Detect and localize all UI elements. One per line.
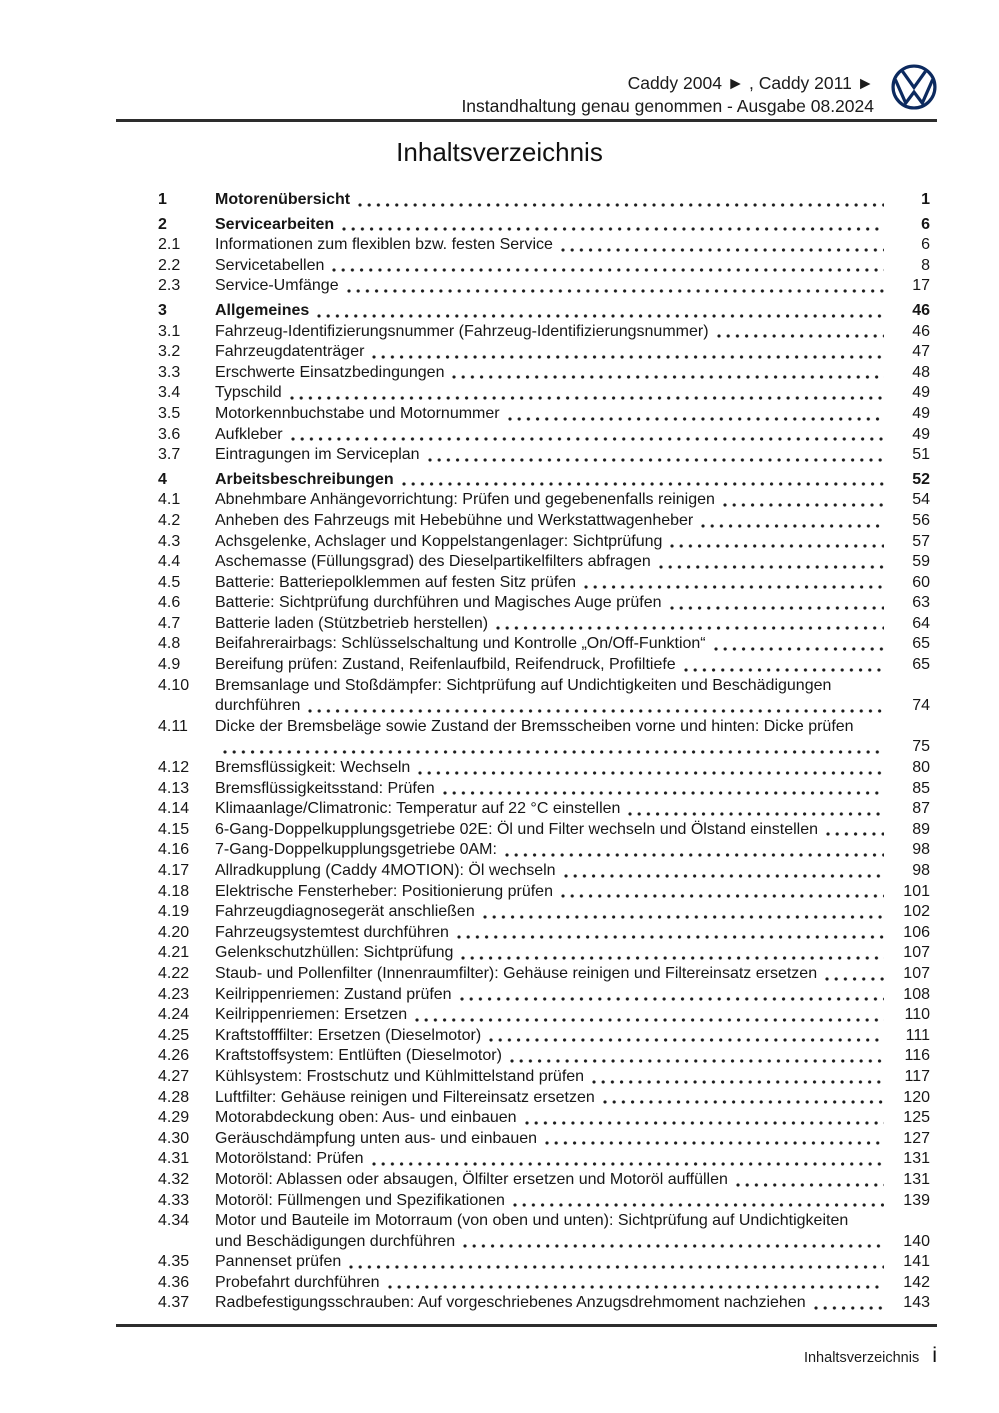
- toc-entry-number: 4.2: [158, 511, 181, 529]
- toc-entry-title: Batterie laden (Stützbetrieb herstellen): [215, 614, 489, 632]
- toc-row: [158, 383, 930, 404]
- toc-entry-title: Batterie: Batteriepolklemmen auf festen Sitz prüfen: [215, 573, 577, 591]
- dot-leader: [415, 1018, 884, 1022]
- toc-entry-number: 4.36: [158, 1273, 190, 1291]
- dot-leader: [826, 832, 884, 836]
- toc-row: [158, 256, 930, 277]
- dot-leader: [388, 1285, 884, 1289]
- toc-entry-number: 4.20: [158, 923, 190, 941]
- toc-row: [158, 902, 930, 923]
- toc-entry-page: 63: [912, 594, 930, 612]
- toc-entry-number: 4.16: [158, 841, 190, 859]
- dot-leader: [561, 248, 884, 252]
- toc-entry-title: Anheben des Fahrzeugs mit Hebebühne und Werkstattwagenheber: [215, 511, 694, 529]
- header-edition-line: Instandhaltung genau genommen - Ausgabe 08.2024: [461, 95, 874, 116]
- toc-row: [158, 655, 930, 676]
- toc-entry-number: 4.27: [158, 1067, 190, 1085]
- toc-entry-page: 8: [921, 256, 930, 274]
- toc-row: [158, 470, 930, 491]
- toc-row: [158, 301, 930, 322]
- toc-entry-number: 4.14: [158, 800, 190, 818]
- dot-leader: [317, 314, 884, 318]
- toc-entry-number: 4.15: [158, 820, 190, 838]
- toc-entry-page: 107: [903, 944, 930, 962]
- toc-entry-page: 85: [912, 779, 930, 797]
- toc-entry-number: 4.30: [158, 1129, 190, 1147]
- toc-entry-title: Motorkennbuchstabe und Motornummer: [215, 404, 500, 422]
- toc-entry-title: Bereifung prüfen: Zustand, Reifenlaufbild, Reifendruck, Profiltiefe: [215, 656, 676, 674]
- toc-entry-title: Bremsanlage und Stoßdämpfer: Sichtprüfung auf Undichtigkeiten und Beschädigungen: [215, 676, 832, 694]
- toc-entry-number: 3.5: [158, 404, 181, 422]
- toc-row: [158, 1129, 930, 1150]
- toc-entry-title: und Beschädigungen durchführen: [215, 1232, 456, 1250]
- toc-entry-page: 98: [912, 841, 930, 859]
- toc-entry-number: 4.37: [158, 1294, 190, 1312]
- toc-entry-number: 4.3: [158, 532, 181, 550]
- toc-row: [158, 363, 930, 384]
- toc-entry-page: 107: [903, 964, 930, 982]
- toc-row: [158, 799, 930, 820]
- toc-entry-number: 4.18: [158, 882, 190, 900]
- toc-entry-title: Aschemasse (Füllungsgrad) des Dieselpartikelfilters abfragen: [215, 553, 651, 571]
- toc-row: [158, 573, 930, 594]
- toc-entry-page: 89: [912, 820, 930, 838]
- toc-entry-title: Servicetabellen: [215, 256, 325, 274]
- toc-entry-number: 4.8: [158, 635, 181, 653]
- toc-row: [158, 696, 930, 717]
- dot-leader: [628, 812, 884, 816]
- toc-entry-title: Kraftstoffsystem: Entlüften (Dieselmotor): [215, 1047, 502, 1065]
- toc-entry-title: Motorabdeckung oben: Aus- und einbauen: [215, 1109, 517, 1127]
- toc-entry-page: 116: [904, 1047, 930, 1065]
- toc-entry-page: 87: [912, 800, 930, 818]
- toc-entry-title: Beifahrerairbags: Schlüsselschaltung und Kontrolle „On/Off-Funktion“: [215, 635, 706, 653]
- page-title: Inhaltsverzeichnis: [396, 137, 603, 167]
- toc-row: [158, 923, 930, 944]
- footer-rule: [116, 1324, 937, 1327]
- toc-row: [158, 1149, 930, 1170]
- toc-entry-number: 4.7: [158, 614, 181, 632]
- toc-entry-title: Radbefestigungsschrauben: Auf vorgeschriebenes Anzugsdrehmoment nachziehen: [215, 1294, 806, 1312]
- toc-entry-number: 2.1: [158, 236, 181, 254]
- toc-entry-title: Service-Umfänge: [215, 277, 339, 295]
- header-text-block: [461, 72, 874, 117]
- dot-leader: [460, 997, 884, 1001]
- toc-row: [158, 404, 930, 425]
- toc-entry-number: 4.35: [158, 1253, 190, 1271]
- toc-entry-number: 3.7: [158, 446, 181, 464]
- toc-entry-title: Informationen zum flexiblen bzw. festen Service: [215, 236, 553, 254]
- toc-entry-page: 52: [912, 470, 930, 488]
- toc-entry-number: 4.17: [158, 862, 190, 879]
- toc-entry-title: Motoröl: Füllmengen und Spezifikationen: [215, 1191, 505, 1209]
- toc-entry-title: Motorenübersicht: [215, 191, 351, 208]
- dot-leader: [347, 289, 884, 293]
- toc-entry-page: 142: [903, 1273, 930, 1291]
- toc-entry-number: 4.19: [158, 903, 190, 921]
- toc-entry-title: Motorölstand: Prüfen: [215, 1150, 364, 1168]
- dot-leader: [223, 750, 884, 754]
- toc-row: [158, 1252, 930, 1273]
- toc-entry-page: 141: [903, 1253, 930, 1271]
- toc-row: [158, 1026, 930, 1047]
- dot-leader: [659, 565, 884, 569]
- toc-entry-number: 4.11: [158, 717, 188, 735]
- toc-entry-page: 59: [912, 553, 930, 571]
- page-header: [116, 0, 937, 117]
- toc-entry-title: Erschwerte Einsatzbedingungen: [215, 363, 445, 381]
- toc-entry-page: 1: [921, 191, 930, 208]
- dot-leader: [418, 771, 884, 775]
- toc-entry-page: 48: [912, 363, 930, 381]
- toc-entry-page: 51: [912, 446, 930, 464]
- dot-leader: [342, 227, 884, 231]
- dot-leader: [670, 544, 884, 548]
- toc-entry-number: 2: [158, 215, 167, 233]
- toc-entry-title: Motor und Bauteile im Motorraum (von oben und unten): Sichtprüfung auf Undichtigkeiten: [215, 1212, 849, 1230]
- dot-leader: [670, 606, 884, 610]
- toc-row: [158, 425, 930, 446]
- toc-list: [158, 186, 930, 1314]
- dot-leader: [825, 977, 884, 981]
- toc-entry-number: 4.6: [158, 594, 181, 612]
- toc-entry-number: 4.13: [158, 779, 190, 797]
- toc-row: [158, 552, 930, 573]
- toc-entry-page: 6: [921, 236, 930, 254]
- toc-entry-page: 143: [903, 1294, 930, 1312]
- dot-leader: [564, 874, 884, 878]
- dot-leader: [452, 375, 884, 379]
- toc-entry-page: 125: [903, 1109, 930, 1127]
- toc-entry-title: Keilrippenriemen: Ersetzen: [215, 1006, 408, 1024]
- dot-leader: [463, 1244, 884, 1248]
- dot-leader: [461, 956, 884, 960]
- header-rule: [116, 119, 937, 122]
- toc-entry-title: Typschild: [215, 384, 282, 402]
- toc-entry-title: Allgemeines: [215, 301, 310, 319]
- toc-row: [158, 1170, 930, 1191]
- toc-entry-page: 131: [903, 1170, 930, 1188]
- toc-entry-page: 117: [904, 1067, 930, 1085]
- dot-leader: [349, 1265, 884, 1269]
- toc-entry-title: Fahrzeugdiagnosegerät anschließen: [215, 903, 475, 921]
- toc-entry-number: 3.3: [158, 363, 181, 381]
- toc-entry-number: 4.12: [158, 759, 190, 777]
- toc-entry-title: Fahrzeugsystemtest durchführen: [215, 923, 449, 941]
- toc-row: [158, 861, 930, 882]
- toc-entry-page: 111: [905, 1026, 930, 1044]
- toc-row: [158, 342, 930, 363]
- toc-row: [158, 737, 930, 758]
- dot-leader: [717, 334, 884, 338]
- toc-entry-title: Kühlsystem: Frostschutz und Kühlmittelstand prüfen: [215, 1067, 585, 1085]
- toc-entry-page: 110: [904, 1006, 930, 1024]
- toc-entry-page: 74: [912, 697, 930, 715]
- toc-entry-page: 98: [912, 862, 930, 879]
- toc-entry-page: 102: [903, 903, 930, 921]
- toc-entry-page: 49: [912, 404, 930, 422]
- dot-leader: [402, 482, 884, 486]
- toc-row: [158, 882, 930, 903]
- dot-leader: [372, 355, 884, 359]
- toc-entry-number: 4.10: [158, 676, 190, 694]
- toc-row: [158, 1067, 930, 1088]
- dot-leader: [508, 417, 884, 421]
- toc-entry-title: Bremsflüssigkeitsstand: Prüfen: [215, 779, 435, 797]
- toc-entry-number: 1: [158, 191, 167, 208]
- toc-row: [158, 1273, 930, 1294]
- toc-row: [158, 1232, 930, 1253]
- toc-entry-page: 54: [912, 491, 930, 509]
- toc-entry-number: 4.28: [158, 1088, 190, 1106]
- dot-leader: [584, 585, 884, 589]
- toc-entry-number: 4.25: [158, 1026, 190, 1044]
- toc-row: [158, 322, 930, 343]
- toc-entry-title: Batterie: Sichtprüfung durchführen und Magisches Auge prüfen: [215, 594, 662, 612]
- toc-entry-title: Keilrippenriemen: Zustand prüfen: [215, 985, 452, 1003]
- toc-entry-number: 4.24: [158, 1006, 190, 1024]
- dot-leader: [290, 396, 884, 400]
- toc-entry-page: 65: [912, 635, 930, 653]
- toc-entry-number: 2.2: [158, 256, 181, 274]
- toc-entry-title: Eintragungen im Serviceplan: [215, 446, 420, 464]
- dot-leader: [332, 268, 884, 272]
- toc-entry-page: 80: [912, 759, 930, 777]
- dot-leader: [489, 1038, 884, 1042]
- toc-entry-title: Klimaanlage/Climatronic: Temperatur auf 22 °C einstellen: [215, 800, 621, 818]
- toc-entry-page: 56: [912, 511, 930, 529]
- header-model-line: Caddy 2004 ► , Caddy 2011 ►: [627, 73, 874, 93]
- toc-entry-title: Elektrische Fensterheber: Positionierung prüfen: [215, 882, 553, 900]
- toc-entry-number: 3: [158, 301, 167, 319]
- toc-entry-title: Staub- und Pollenfilter (Innenraumfilter): Gehäuse reinigen und Filtereinsatz ersetzen: [215, 964, 818, 982]
- toc-entry-number: 3.4: [158, 384, 181, 402]
- toc-entry-title: Dicke der Bremsbeläge sowie Zustand der Bremsscheiben vorne und hinten: Dicke prüfen: [215, 717, 854, 735]
- toc-entry-page: 17: [912, 277, 930, 295]
- dot-leader: [496, 626, 884, 630]
- dot-leader: [505, 853, 884, 857]
- toc-entry-title: Allradkupplung (Caddy 4MOTION): Öl wechseln: [215, 862, 556, 879]
- toc-entry-title: Geräuschdämpfung unten aus- und einbauen: [215, 1129, 538, 1147]
- dot-leader: [457, 935, 884, 939]
- toc-entry-title: Bremsflüssigkeit: Wechseln: [215, 759, 411, 777]
- toc-entry-number: 4.32: [158, 1170, 190, 1188]
- toc-row: [158, 593, 930, 614]
- toc-entry-number: 2.3: [158, 277, 181, 295]
- toc-entry-title: Aufkleber: [215, 425, 283, 443]
- toc-entry-number: 4: [158, 470, 167, 488]
- toc-row: [158, 820, 930, 841]
- toc-row: [158, 1088, 930, 1109]
- toc-entry-page: 106: [903, 923, 930, 941]
- toc-entry-title: Probefahrt durchführen: [215, 1273, 380, 1291]
- toc-entry-page: 46: [912, 301, 930, 319]
- toc-entry-title: durchführen: [215, 697, 301, 715]
- toc-row: [158, 717, 930, 738]
- toc-entry-number: 4.5: [158, 573, 181, 591]
- toc-entry-number: 3.1: [158, 322, 181, 340]
- dot-leader: [545, 1141, 884, 1145]
- toc-entry-title: Arbeitsbeschreibungen: [215, 470, 394, 488]
- toc-row: [158, 779, 930, 800]
- vw-logo-icon: [891, 64, 937, 110]
- dot-leader: [525, 1121, 884, 1125]
- toc-entry-number: 4.4: [158, 553, 181, 571]
- toc-entry-number: 4.22: [158, 964, 190, 982]
- toc-entry-title: Servicearbeiten: [215, 215, 335, 233]
- toc-entry-page: 64: [912, 614, 930, 632]
- dot-leader: [308, 709, 884, 713]
- toc-entry-number: 4.34: [158, 1212, 190, 1230]
- toc-entry-page: 47: [912, 343, 930, 361]
- toc-row: [158, 1046, 930, 1067]
- dot-leader: [428, 458, 884, 462]
- toc-row: [158, 490, 930, 511]
- toc-row: [158, 1293, 930, 1314]
- toc-entry-number: 4.29: [158, 1109, 190, 1127]
- footer-section-label: Inhaltsverzeichnis: [803, 1350, 920, 1366]
- toc-entry-title: 6-Gang-Doppelkupplungsgetriebe 02E: Öl und Filter wechseln und Ölstand einstellen: [215, 820, 819, 838]
- dot-leader: [603, 1100, 884, 1104]
- toc-entry-page: 60: [912, 573, 930, 591]
- toc-entry-page: 57: [912, 532, 930, 550]
- dot-leader: [684, 668, 884, 672]
- toc-entry-number: 3.2: [158, 343, 181, 361]
- toc-entry-title: Kraftstofffilter: Ersetzen (Dieselmotor): [215, 1026, 482, 1044]
- dot-leader: [592, 1080, 884, 1084]
- footer-page-number: i: [932, 1343, 937, 1367]
- dot-leader: [513, 1203, 884, 1207]
- toc-row: [158, 1211, 930, 1232]
- toc-entry-number: 4.1: [158, 491, 181, 509]
- toc-row: [158, 1191, 930, 1212]
- toc-entry-number: 4.33: [158, 1191, 190, 1209]
- toc-entry-title: Motoröl: Ablassen oder absaugen, Ölfilter ersetzen und Motoröl auffüllen: [215, 1170, 728, 1188]
- toc-entry-page: 101: [903, 882, 930, 900]
- toc-entry-page: 49: [912, 425, 930, 443]
- dot-leader: [483, 915, 884, 919]
- dot-leader: [443, 791, 884, 795]
- toc-entry-page: 108: [903, 985, 930, 1003]
- toc-entry-page: 120: [903, 1088, 930, 1106]
- dot-leader: [814, 1306, 884, 1310]
- toc-entry-number: 3.6: [158, 425, 181, 443]
- toc-entry-title: Fahrzeugdatenträger: [215, 343, 365, 361]
- toc-row: [158, 511, 930, 532]
- toc-row: [158, 943, 930, 964]
- toc-row: [158, 445, 930, 466]
- toc-entry-title: Luftfilter: Gehäuse reinigen und Filtereinsatz ersetzen: [215, 1088, 595, 1106]
- dot-leader: [291, 437, 884, 441]
- dot-leader: [358, 203, 884, 207]
- toc-row: [158, 985, 930, 1006]
- toc-row: [158, 532, 930, 553]
- toc-entry-page: 139: [903, 1191, 930, 1209]
- toc-entry-page: 131: [903, 1150, 930, 1168]
- dot-leader: [561, 894, 884, 898]
- dot-leader: [372, 1162, 884, 1166]
- toc-row: [158, 758, 930, 779]
- toc-entry-title: Abnehmbare Anhängevorrichtung: Prüfen und gegebenenfalls reinigen: [215, 491, 715, 509]
- page-footer: [116, 1324, 937, 1368]
- dot-leader: [714, 647, 884, 651]
- toc-row: [158, 964, 930, 985]
- toc-entry-title: Fahrzeug-Identifizierungsnummer (Fahrzeug-Identifizierungsnummer): [215, 322, 709, 340]
- toc-entry-title: 7-Gang-Doppelkupplungsgetriebe 0AM:: [215, 841, 497, 859]
- toc-entry-page: 46: [912, 322, 930, 340]
- toc-row: [158, 235, 930, 256]
- toc-row: [158, 840, 930, 861]
- toc-row: [158, 215, 930, 236]
- toc-entry-number: 4.31: [158, 1150, 190, 1168]
- toc-row: [158, 614, 930, 635]
- toc-row: [158, 634, 930, 655]
- toc-entry-page: 140: [903, 1232, 930, 1250]
- toc-entry-title: Pannenset prüfen: [215, 1253, 342, 1271]
- toc-entry-number: 4.26: [158, 1047, 190, 1065]
- toc-entry-number: 4.23: [158, 985, 190, 1003]
- toc-entry-number: 4.21: [158, 944, 190, 962]
- dot-leader: [736, 1183, 884, 1187]
- toc-entry-page: 127: [903, 1129, 930, 1147]
- toc-entry-title: Gelenkschutzhüllen: Sichtprüfung: [215, 944, 454, 962]
- dot-leader: [701, 524, 884, 528]
- toc-row: [158, 276, 930, 297]
- toc-entry-page: 75: [912, 738, 930, 756]
- toc-row: [158, 190, 930, 211]
- dot-leader: [723, 503, 884, 507]
- toc-entry-page: 49: [912, 384, 930, 402]
- toc-entry-page: 6: [921, 215, 930, 233]
- toc-entry-number: 4.9: [158, 656, 181, 674]
- toc-row: [158, 1108, 930, 1129]
- toc-row: [158, 1005, 930, 1026]
- dot-leader: [510, 1059, 884, 1063]
- toc-entry-title: Achsgelenke, Achslager und Koppelstangenlager: Sichtprüfung: [215, 532, 663, 550]
- toc-entry-page: 65: [912, 656, 930, 674]
- toc-row: [158, 676, 930, 697]
